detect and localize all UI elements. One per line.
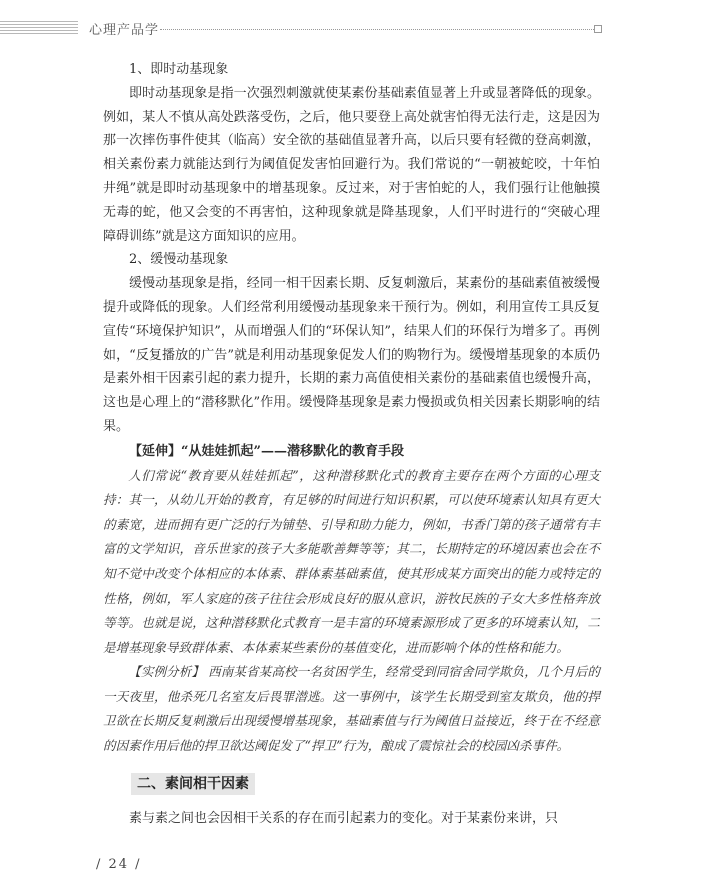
extension-heading: 【延伸】“从娃娃抓起”——潜移默化的教育手段 — [129, 443, 404, 459]
subsection-heading-slow: 2、缓慢动基现象 — [129, 252, 229, 268]
section-heading: 二、素间相干因素 — [131, 773, 255, 795]
paragraph-slow: 缓慢动基现象是指，经同一相干因素长期、反复刺激后，某素份的基础素值被缓慢提升或降低的现象。人们经常利用缓慢动基现象来干预行为。例如，利用宣传工具反复宣传“环境保护知识”，从而增强人们的“环保认知”，结果人们的环保行为增多了。再例如，“反复播放的广告”就是利用动基现象促发人们的购物行为。缓慢增基现象的本质仍是素外相干因素引起的素力提升，长期的素力高值使相关素份的基础素值也缓慢升高，这也是心理上的“潜移默化”作用。缓慢降基现象是素力慢损或负相关因素长期影响的结果。 — [103, 276, 600, 434]
paragraph-instant: 即时动基现象是指一次强烈刺激就使某素份基础素值显著上升或显著降低的现象。例如，某人不慎从高处跌落受伤，之后，他只要登上高处就害怕得无法行走，这是因为那一次摔伤事件使其（临高）安全欲的基础值显著升高，以后只要有轻微的登高刺激，相关素份素力就能达到行为阈值促发害怕回避行为。我们常说的“一朝被蛇咬，十年怕井绳”就是即时动基现象中的增基现象。反过来，对于害怕蛇的人，我们强行让他触摸无毒的蛇，他又会变的不再害怕，这种现象就是降基现象，人们平时进行的“突破心理障碍训练”就是这方面知识的应用。 — [103, 85, 600, 244]
running-header — [0, 17, 710, 39]
header-book-title: 心理产品学 — [89, 23, 160, 38]
case-analysis-label: 【实例分析】 — [128, 664, 205, 680]
paragraph-section-start: 素与素之间也会因相干关系的存在而引起素力的变化。对于某素份来讲，只 — [129, 810, 559, 826]
header-dotted-rule — [160, 29, 594, 30]
extension-paragraph: 人们常说“教育要从娃娃抓起”，这种潜移默化式的教育主要存在两个方面的心理支持：其一，从幼儿开始的教育，有足够的时间进行知识积累，可以使环境素认知具有更大的素宽，进而拥有更广泛的行为铺垫、引导和助力能力，例如，书香门第的孩子通常有丰富的文学知识，音乐世家的孩子大多能歌善舞等等；其二，长期特定的环境因素也会在不知不觉中改变个体相应的本体素、群体素基础素值，使其形成某方面突出的能力或特定的性格，例如，军人家庭的孩子往往会形成良好的服从意识，游牧民族的子女大多性格奔放等等。也就是说，这种潜移默化式教育一是丰富的环境素源形成了更多的环境素认知，二是增基现象导致群体素、本体素某些素份的基值变化，进而影响个体的性格和能力。 — [103, 467, 600, 655]
case-analysis-paragraph — [103, 660, 600, 758]
header-stripes-decoration — [0, 21, 78, 34]
page-number: / 24 / — [96, 857, 142, 872]
header-end-square-icon — [594, 25, 602, 33]
subsection-heading-instant: 1、即时动基现象 — [129, 62, 229, 77]
page-body — [103, 58, 600, 830]
case-analysis-text: 西南某省某高校一名贫困学生，经常受到同宿舍同学欺负，几个月后的一天夜里，他杀死几名室友后畏罪潜逃。这一事例中，该学生长期受到室友欺负，他的捍卫欲在长期反复刺激后出现缓慢增基现象，基础素值与行为阈值日益接近，终于在不经意的因素作用后他的捍卫欲达阈促发了“捍卫”行为，酿成了震惊社会的校园凶杀事件。 — [103, 664, 600, 754]
